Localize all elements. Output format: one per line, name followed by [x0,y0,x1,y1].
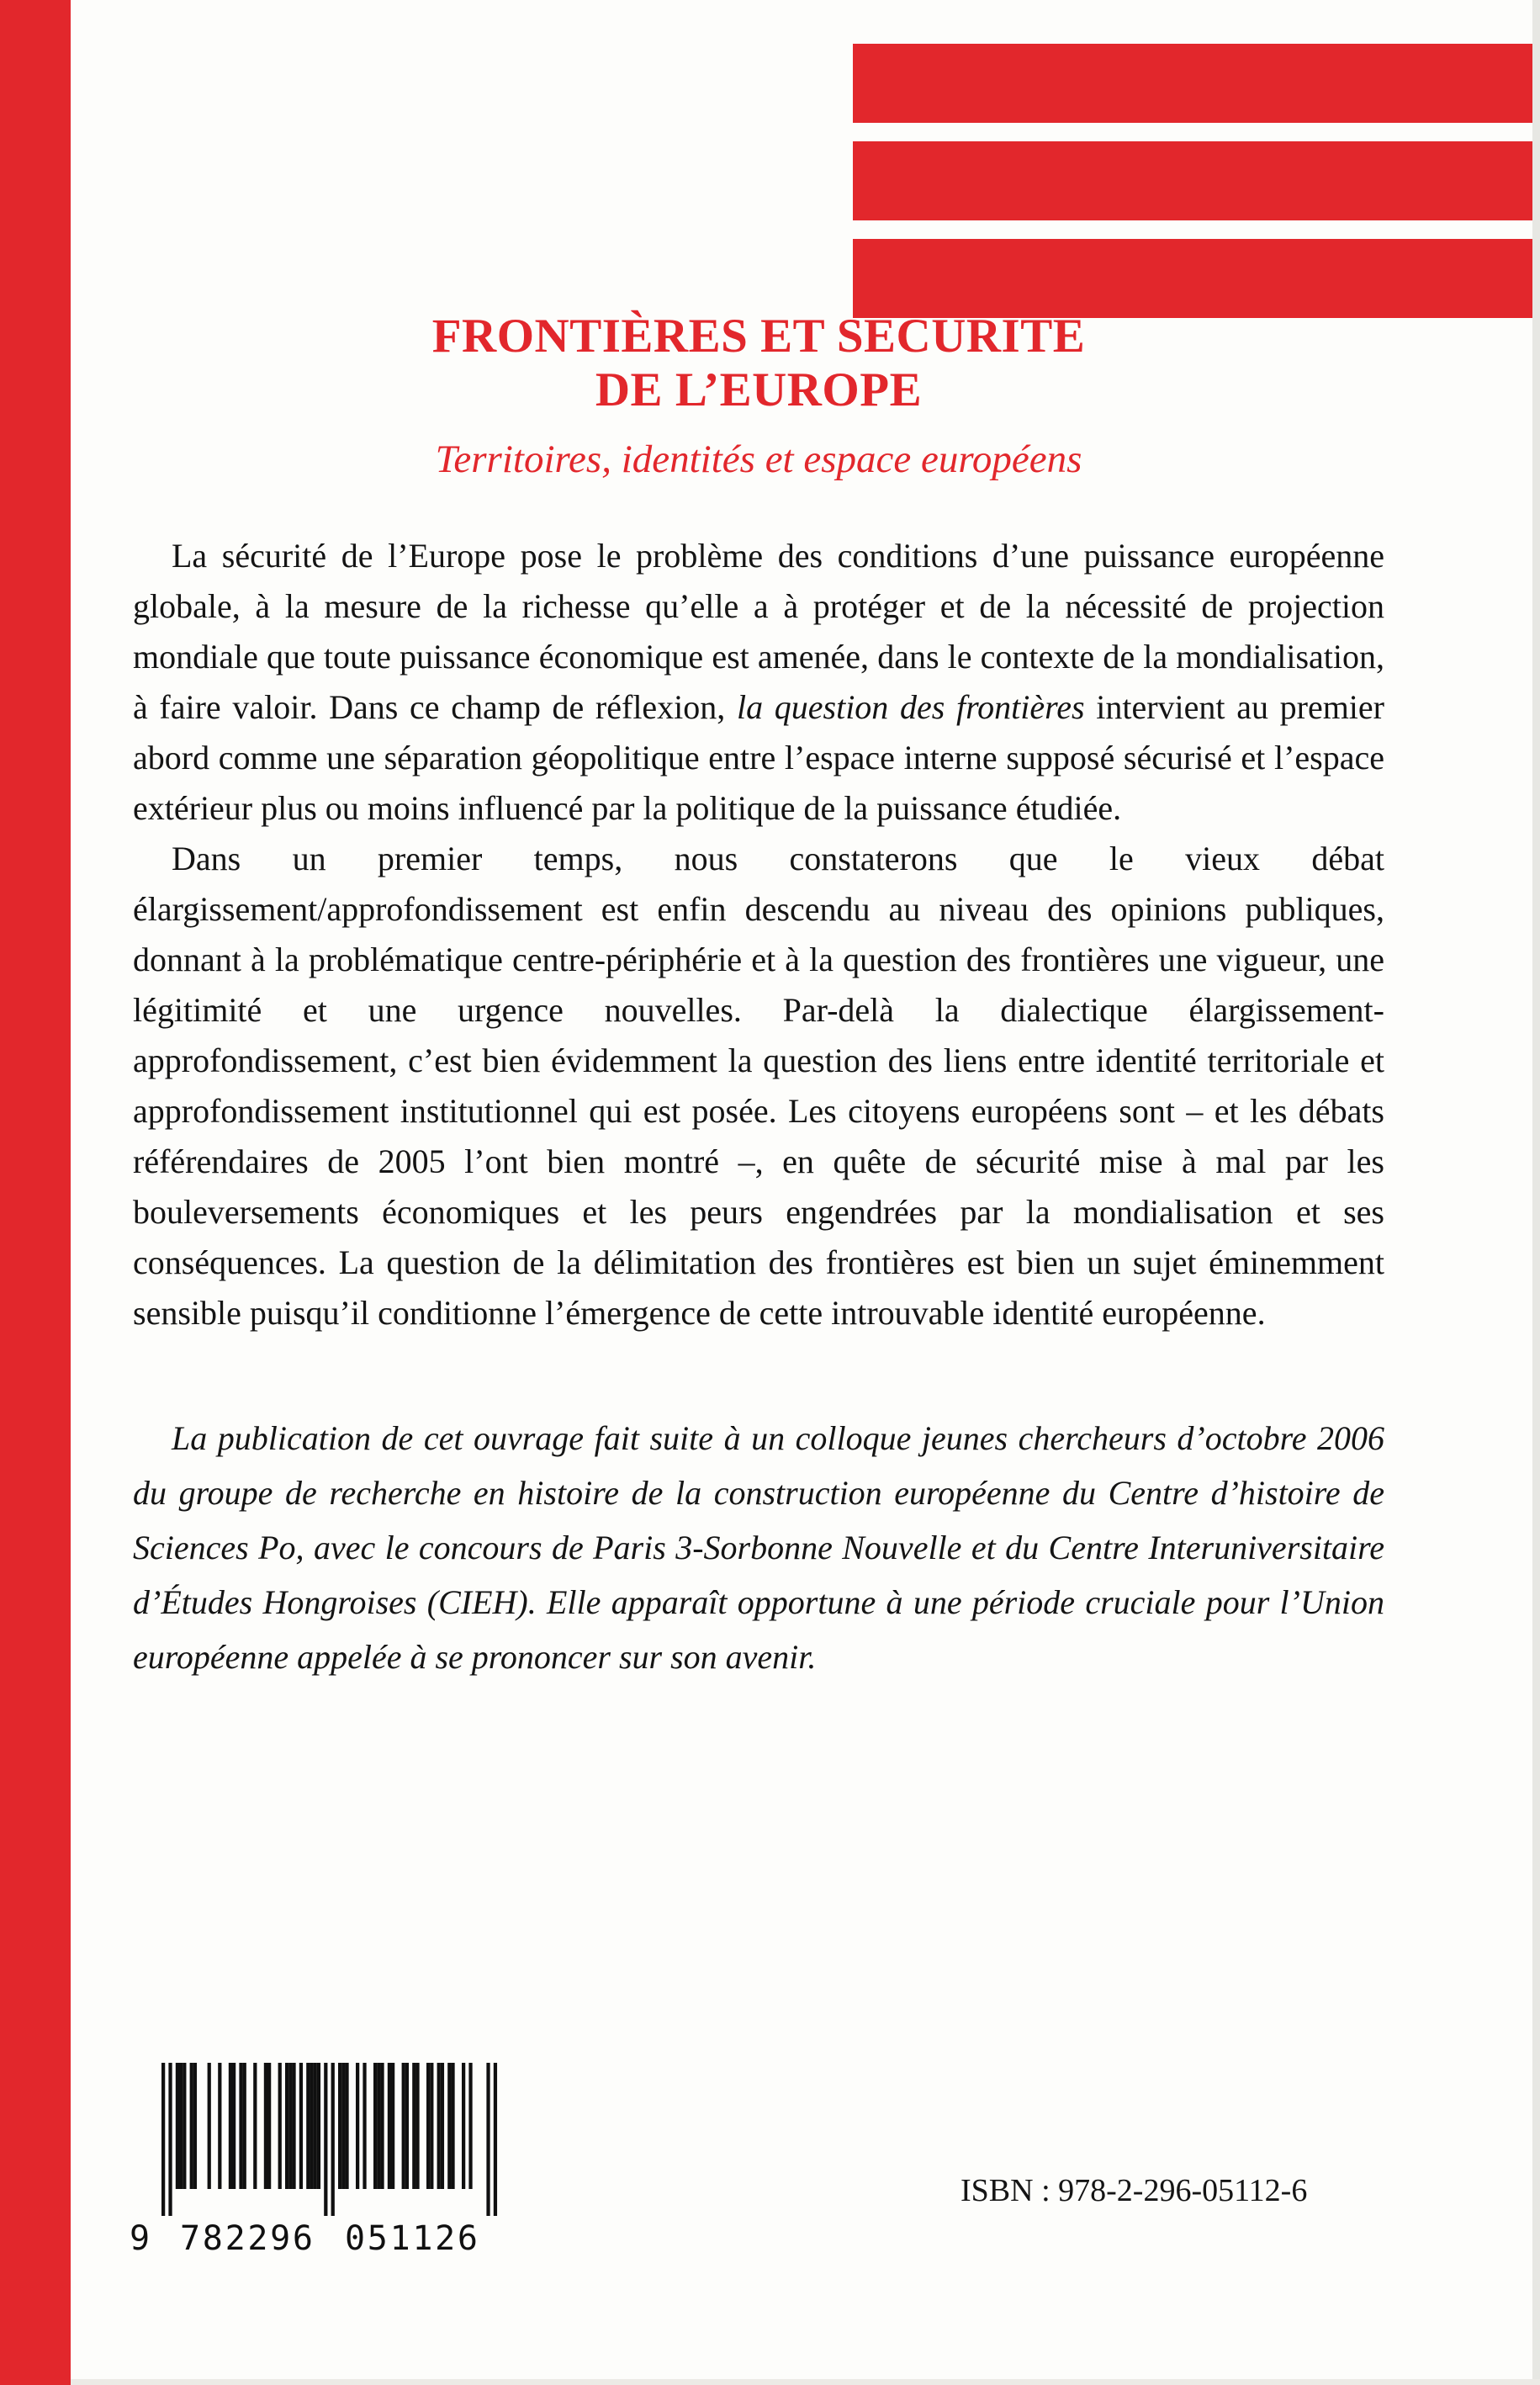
text-segment: Dans un premier temps, nous constaterons que le vieux débat élargissement/approfondissement est enfin descendu au niveau des opinions publiques, donnant à la problématique centre-périphérie et à la question des frontières une vigueur, une légitimité et une urgence nouvelles. Par-delà la dialectique élargissement-approfondissement, c’est bien évidemment la question des liens entre identité territoriale et approfondissement institutionnel qui est posée. Les citoyens européens sont – et les débats référendaires de 2005 l’ont bien montré –, en quête de sécurité mise à mal par les bouleversements économiques et les peurs engendrées par la mondialisation et ses conséquences. La question de la délimitation des frontières est bien un sujet éminemment sensible puisqu’il conditionne l’émergence de cette introuvable identité européenne. [133,839,1384,1332]
italic-text-segment: La publication de cet ouvrage fait suite à un colloque jeunes chercheurs d’octobre 2006 du groupe de recherche en histoire de la construction européenne du Centre d’histoire de Sciences Po, avec le concours de Paris 3-Sorbonne Nouvelle et du Centre Interuniversitaire d’Études Hongroises (CIEH). Elle apparaît opportune à une période cruciale pour l’Union européenne appelée à se prononcer sur son avenir. [133,1418,1384,1677]
body-paragraphs [133,531,1384,1685]
book-subtitle: Territoires, identités et espace européens [435,437,1082,481]
barcode-digits-left: 782296 [180,2219,313,2258]
text-segment: La sécurité de l’Europe pose le problème des conditions d’une puissance européenne globale, à la mesure de la richesse qu’elle a à protéger et de la nécessité de projection mondiale que toute puissance économique est amenée, dans le contexte de la mondialisation, à faire valoir. Dans ce champ de réflexion, [133,536,1384,726]
body-paragraph [133,531,1384,834]
page-edge-right [1532,0,1540,2385]
cover-content [133,310,1384,1684]
body-paragraph [133,834,1384,1338]
isbn-label: ISBN : 978-2-296-05112-6 [961,2173,1308,2208]
italic-text-segment: la question des frontières [736,687,1085,726]
barcode-digit-first: 9 [130,2219,151,2258]
colophon-paragraph [133,1411,1384,1685]
barcode [126,2059,525,2261]
spine-red-band [0,0,71,2385]
text-segment: intervient au premier abord comme une séparation géopolitique entre l’espace interne supposé sécurisé et l’espace extérieur plus ou moins influencé par la politique de la puissance étudiée. [133,687,1384,827]
red-stripe-1 [853,44,1532,123]
barcode-digits-right: 051126 [345,2219,478,2258]
book-title [133,310,1384,418]
page-edge-bottom [71,2379,1540,2385]
red-stripe-3 [853,239,1532,318]
barcode-bars [161,2063,497,2216]
book-title-line2: DE L’EUROPE [595,363,923,417]
red-stripe-2 [853,141,1532,220]
book-title-line1: FRONTIÈRES ET SÉCURITÉ [431,310,1086,363]
barcode-svg [126,2059,525,2261]
